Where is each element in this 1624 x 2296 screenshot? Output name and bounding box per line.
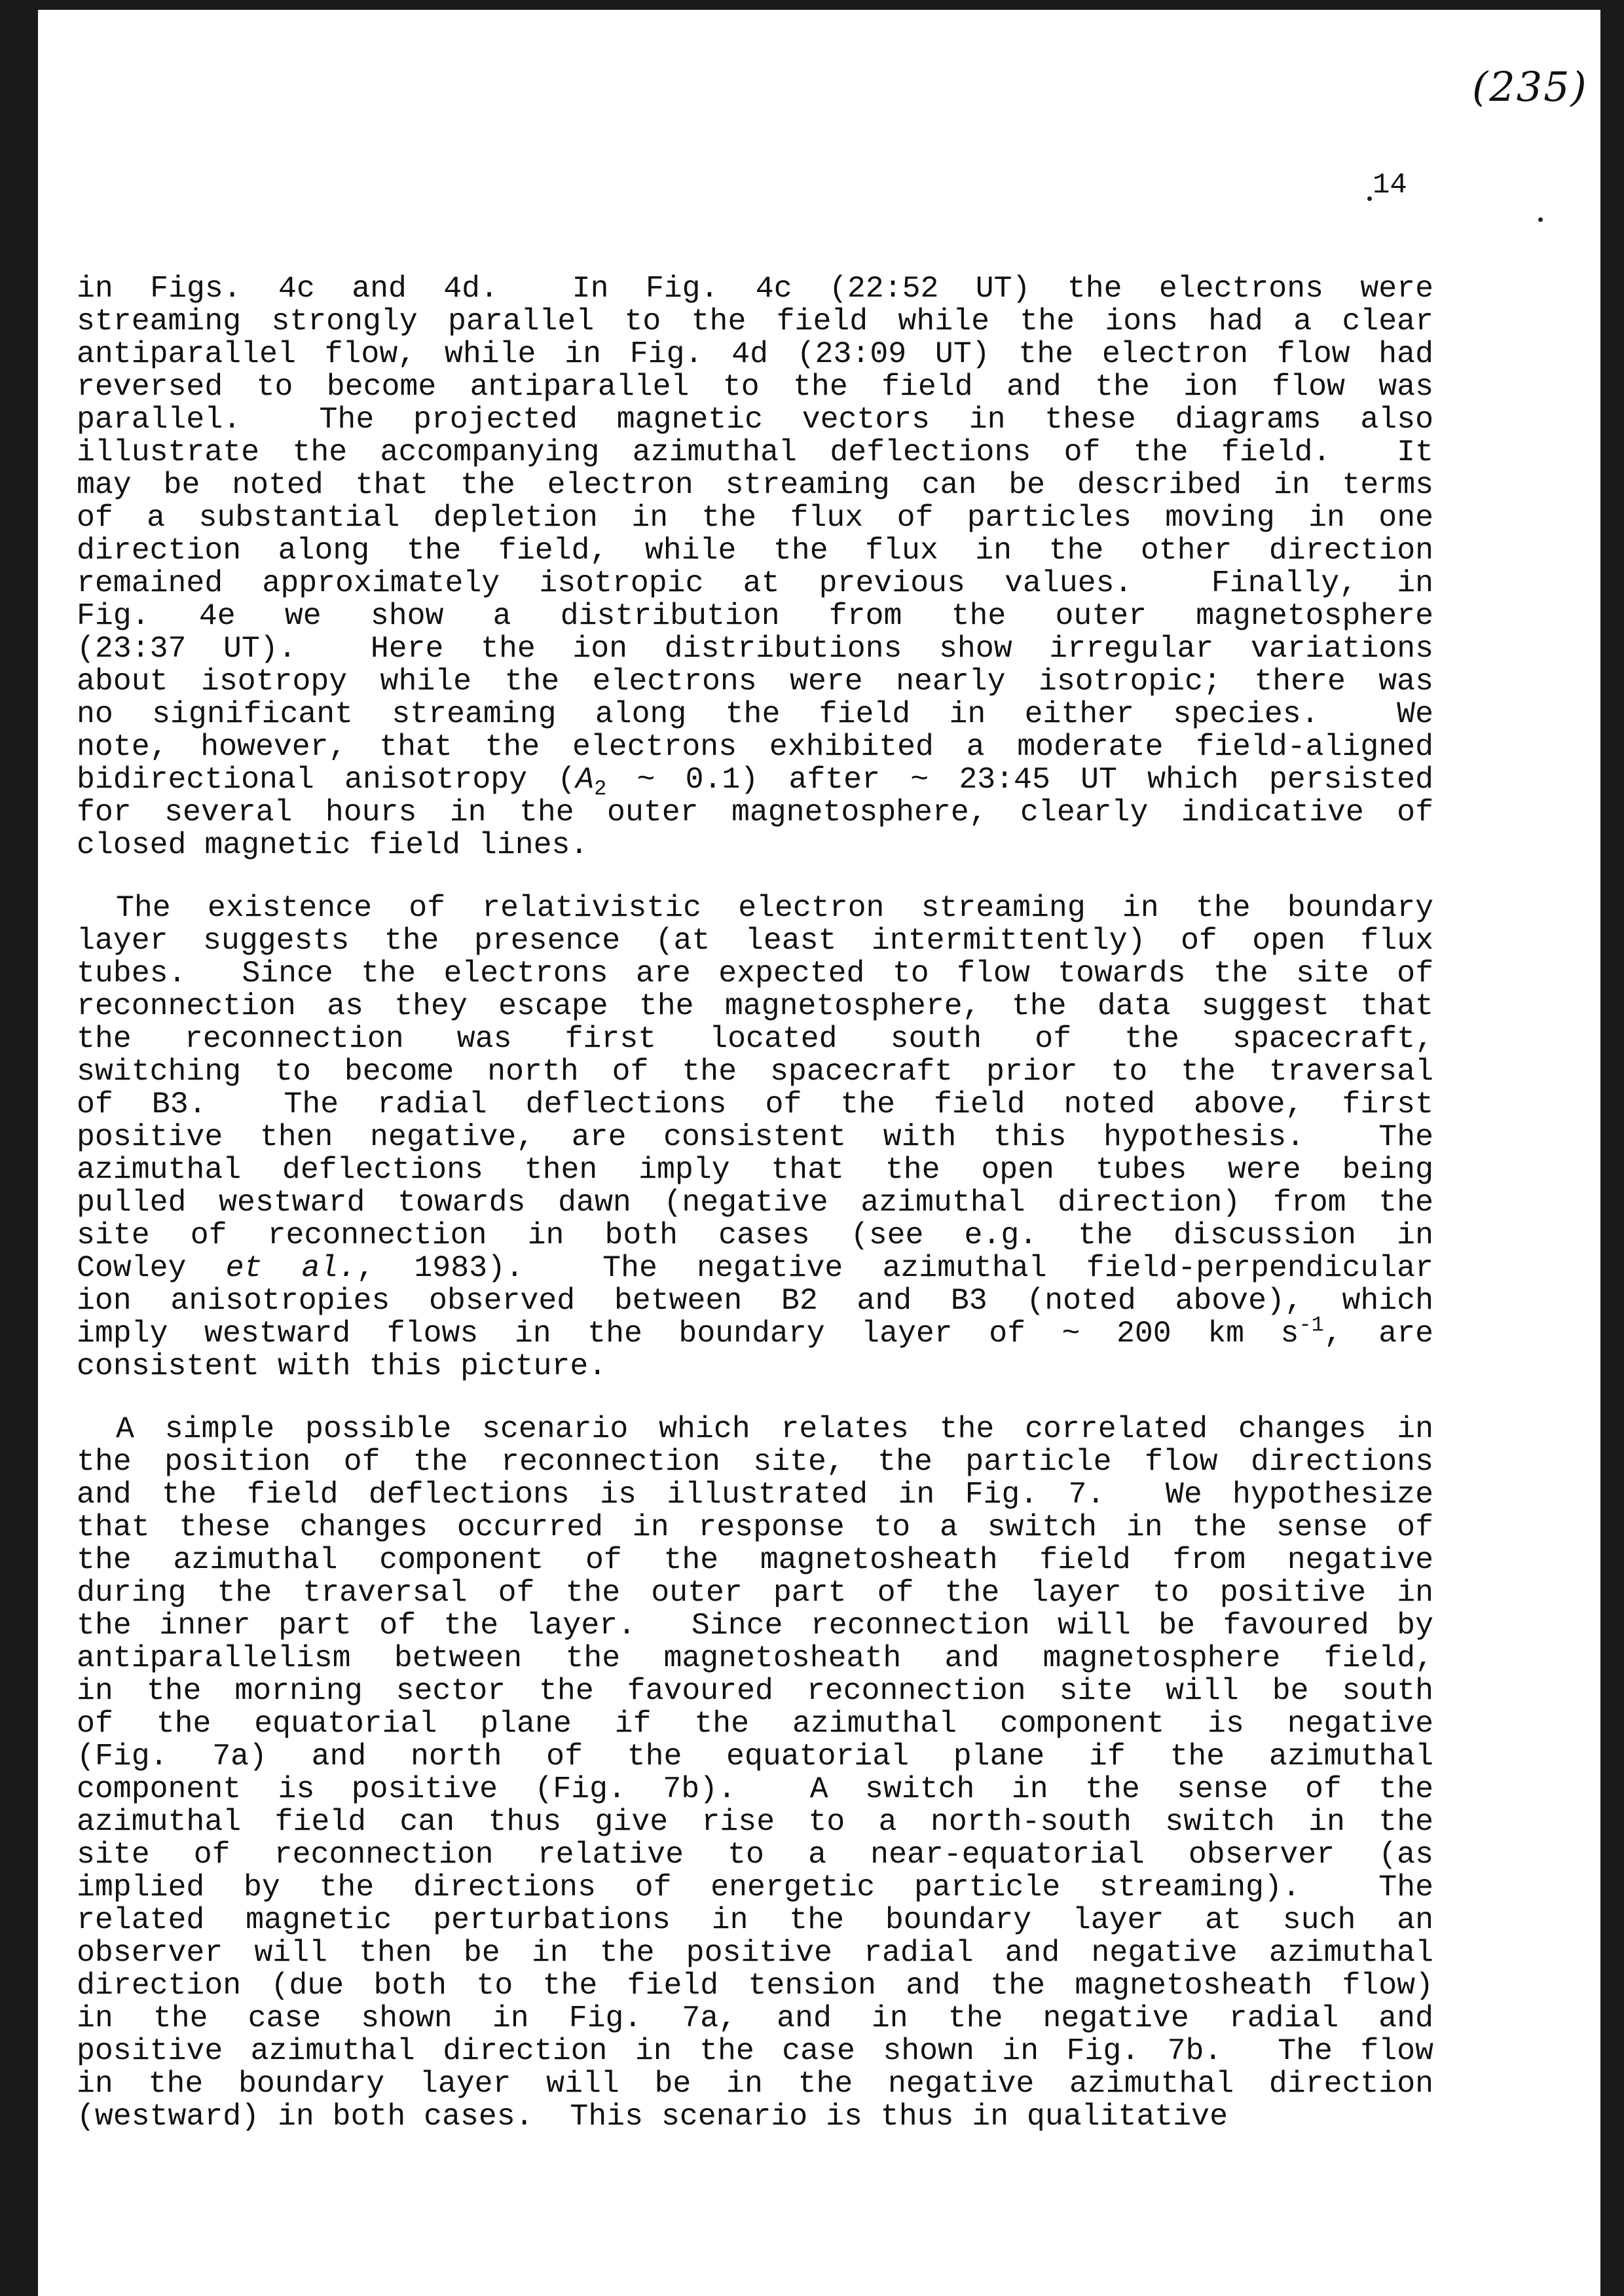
text-line: about isotropy while the electrons were nearly isotropic; there was [77,664,1433,699]
text-line: The existence of relativistic electron streaming in the boundary [116,890,1433,925]
text-line: consistent with this picture. [77,1349,607,1383]
text-line: no significant streaming along the field in either species. We [77,697,1433,731]
text-line: in the morning sector the favoured reconnection site will be south [77,1673,1433,1708]
text-line: component is positive (Fig. 7b). A switch in the sense of the [77,1772,1433,1806]
text-line: positive then negative, are consistent with this hypothesis. The [77,1120,1433,1154]
paragraph-2 [77,892,1433,1383]
text-line: illustrate the accompanying azimuthal deflections of the field. It [77,435,1433,469]
text-line: the inner part of the layer. Since reconnection will be favoured by [77,1608,1433,1643]
text-line: the position of the reconnection site, the particle flow directions [77,1444,1433,1479]
text-line: antiparallelism between the magnetosheath and magnetosphere field, [77,1641,1433,1675]
text-line: closed magnetic field lines. [77,828,589,862]
text-line: in the boundary layer will be in the negative azimuthal direction [77,2066,1433,2101]
paragraph-1 [77,272,1433,862]
text-line: in the case shown in Fig. 7a, and in the negative radial and [77,2001,1433,2035]
text-line: that these changes occurred in response to a switch in the sense of [77,1510,1433,1544]
text-line: during the traversal of the outer part of the layer to positive in [77,1575,1433,1610]
text-line: the azimuthal component of the magnetosheath field from negative [77,1542,1433,1577]
text-line: A simple possible scenario which relates the correlated changes in [116,1412,1433,1446]
text-line: direction (due both to the field tension and the magnetosheath flow) [77,1968,1433,2003]
text-line: imply westward flows in the boundary layer of ~ 200 km $s^{-1}$, are [77,1313,1433,1351]
text-line: parallel. The projected magnetic vectors in these diagrams also [77,402,1433,437]
text-line: positive azimuthal direction in the case shown in Fig. 7b. The flow [77,2033,1433,2068]
text-line: bidirectional anisotropy ($A_2$ ~ 0.1) after ~ 23:45 UT which persisted [77,762,1433,801]
text-line: note, however, that the electrons exhibited a moderate field-aligned [77,729,1433,764]
stray-mark [1367,196,1372,201]
text-line: direction along the field, while the flux in the other direction [77,533,1433,568]
text-line: and the field deflections is illustrated in Fig. 7. We hypothesize [77,1477,1433,1512]
text-line: Fig. 4e we show a distribution from the outer magnetosphere [77,598,1433,633]
text-line: switching to become north of the spacecraft prior to the traversal [77,1054,1433,1089]
handwritten-page-annotation: (235) [1472,63,1588,111]
text-line: site of reconnection in both cases (see e.g. the discussion in [77,1218,1433,1252]
text-line: in Figs. 4c and 4d. In Fig. 4c (22:52 UT) the electrons were [77,271,1433,306]
text-line: may be noted that the electron streaming can be described in terms [77,467,1433,502]
text-line: reversed to become antiparallel to the field and the ion flow was [77,369,1433,404]
text-line: layer suggests the presence (at least intermittently) of open flux [77,923,1433,958]
text-line: ion anisotropies observed between B2 and B3 (noted above), which [77,1283,1433,1318]
text-line: Cowley et al., 1983). The negative azimuthal field-perpendicular [77,1250,1433,1285]
text-line: observer will then be in the positive radial and negative azimuthal [77,1935,1433,1970]
text-line: (23:37 UT). Here the ion distributions show irregular variations [77,631,1433,666]
text-line: related magnetic perturbations in the boundary layer at such an [77,1903,1433,1937]
text-line: implied by the directions of energetic particle streaming). The [77,1870,1433,1904]
text-line: (westward) in both cases. This scenario is thus in qualitative [77,2099,1228,2134]
text-line: azimuthal field can thus give rise to a north-south switch in the [77,1804,1433,1839]
text-line: for several hours in the outer magnetosphere, clearly indicative of [77,795,1433,829]
text-line: reconnection as they escape the magnetosphere, the data suggest that [77,989,1433,1023]
text-line: azimuthal deflections then imply that the open tubes were being [77,1152,1433,1187]
text-line: the reconnection was first located south of the spacecraft, [77,1021,1433,1056]
text-line: streaming strongly parallel to the field while the ions had a clear [77,304,1433,338]
text-line: antiparallel flow, while in Fig. 4d (23:09 UT) the electron flow had [77,337,1433,371]
stray-mark [1538,217,1543,222]
text-line: tubes. Since the electrons are expected to flow towards the site of [77,956,1433,991]
page-number: 14 [1373,169,1407,202]
text-line: of a substantial depletion in the flux of particles moving in one [77,500,1433,535]
text-line: (Fig. 7a) and north of the equatorial plane if the azimuthal [77,1739,1433,1774]
text-line: site of reconnection relative to a near-equatorial observer (as [77,1837,1433,1872]
text-line: remained approximately isotropic at previous values. Finally, in [77,566,1433,600]
text-line: pulled westward towards dawn (negative azimuthal direction) from the [77,1185,1433,1220]
paragraph-3 [77,1413,1433,2133]
text-line: of B3. The radial deflections of the field noted above, first [77,1087,1433,1121]
text-line: of the equatorial plane if the azimuthal component is negative [77,1706,1433,1741]
